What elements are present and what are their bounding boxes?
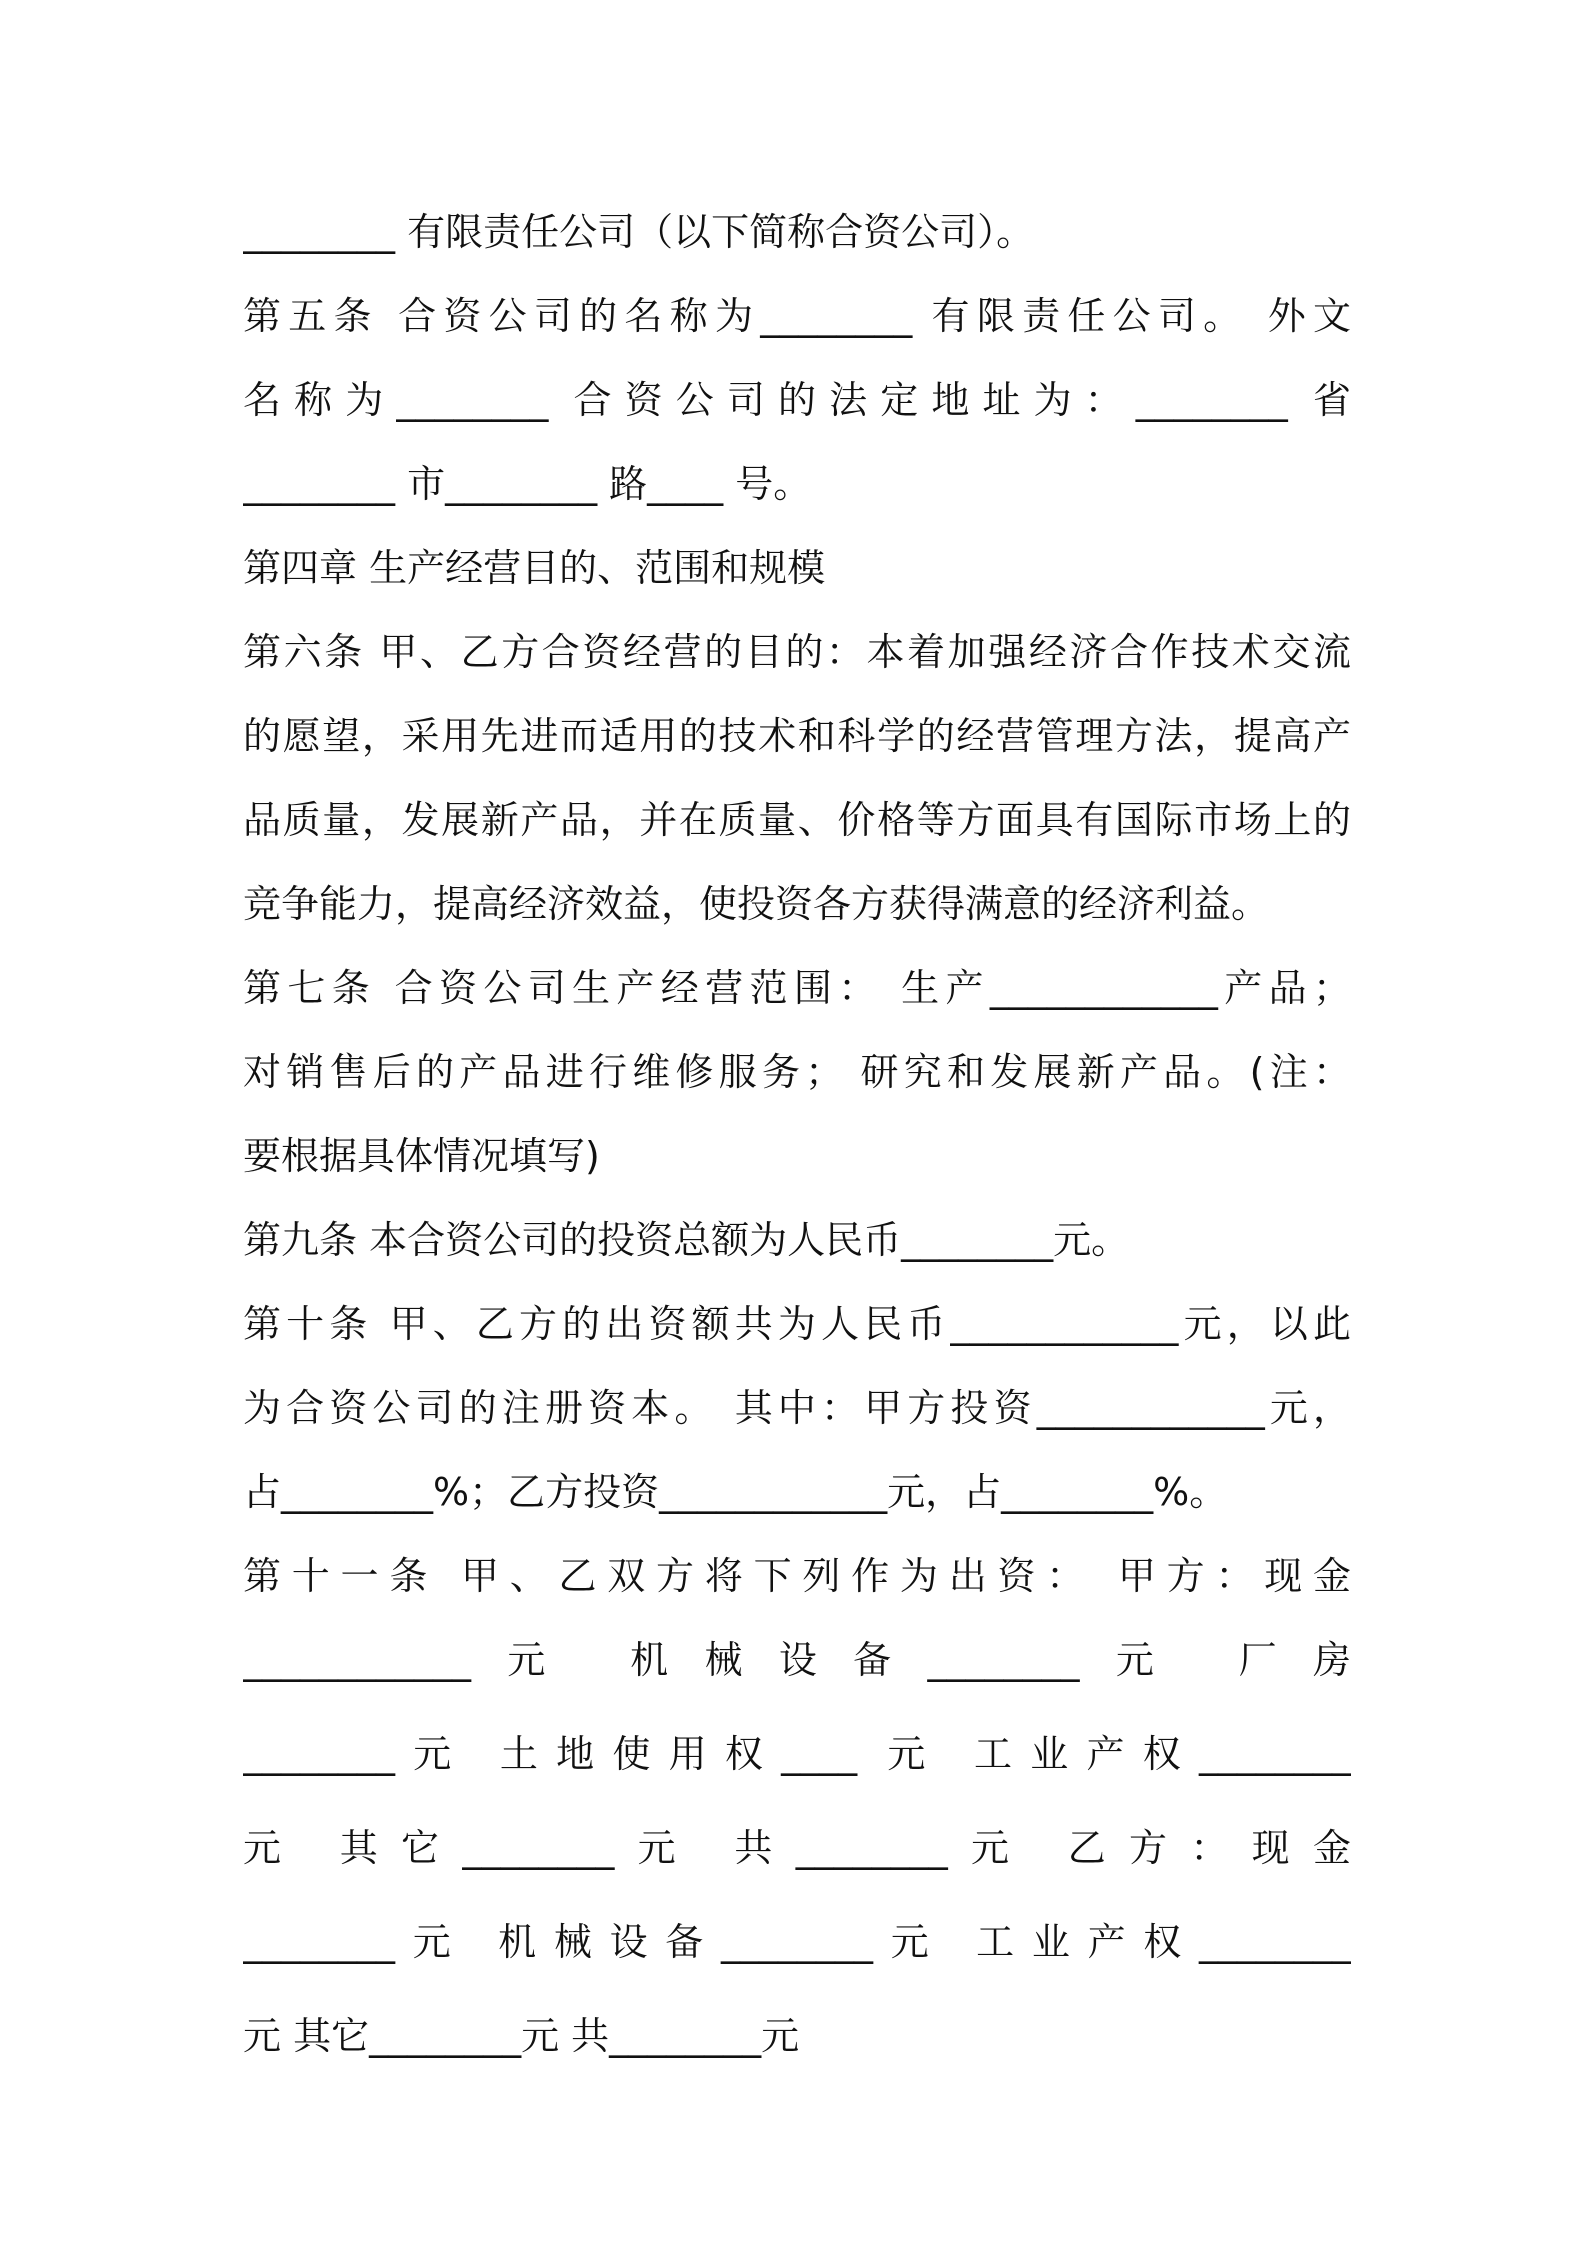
- text-line: 的愿望，采用先进而适用的技术和科学的经营管理方法，提高产: [243, 714, 1351, 758]
- text-line: 第十一条 甲、乙双方将下列作为出资： 甲方：现金: [243, 1554, 1351, 1598]
- text-line: 要根据具体情况填写): [243, 1134, 600, 1178]
- text-line: 名称为________ 合资公司的法定地址为：________ 省: [243, 378, 1351, 422]
- text-line: 元 其它________元 共________元: [243, 2014, 800, 2058]
- document-body: [243, 190, 1351, 2078]
- text-line: 对销售后的产品进行维修服务； 研究和发展新产品。(注：: [243, 1050, 1351, 1094]
- text-line: ________ 有限责任公司（以下简称合资公司）。: [243, 210, 1035, 254]
- text-line: 第五条 合资公司的名称为________ 有限责任公司。 外文: [243, 294, 1351, 338]
- text-line: 品质量，发展新产品，并在质量、价格等方面具有国际市场上的: [243, 798, 1351, 842]
- text-line: ____________元 机械设备________元 厂房: [243, 1638, 1351, 1682]
- text-line: 元 其它________元 共________元 乙方：现金: [243, 1826, 1351, 1870]
- text-line: 第十条 甲、乙方的出资额共为人民币____________元，以此: [243, 1302, 1351, 1346]
- text-line: 竞争能力，提高经济效益，使投资各方获得满意的经济利益。: [243, 882, 1270, 926]
- text-line: 为合资公司的注册资本。 其中：甲方投资____________元，: [243, 1386, 1351, 1430]
- chapter-heading: 第四章 生产经营目的、范围和规模: [243, 546, 826, 590]
- text-line: 第七条 合资公司生产经营范围： 生产____________产品；: [243, 966, 1351, 1010]
- text-line: ________ 市________ 路____ 号。: [243, 462, 812, 506]
- text-line: ________元 土地使用权____ 元 工业产权________: [243, 1732, 1351, 1776]
- text-line: 第九条 本合资公司的投资总额为人民币________元。: [243, 1218, 1130, 1262]
- text-line: 第六条 甲、乙方合资经营的目的：本着加强经济合作技术交流: [243, 630, 1351, 674]
- text-line: ________元 机械设备________元 工业产权________: [243, 1920, 1351, 1964]
- text-line: 占________%；乙方投资____________元，占________%。: [243, 1470, 1228, 1514]
